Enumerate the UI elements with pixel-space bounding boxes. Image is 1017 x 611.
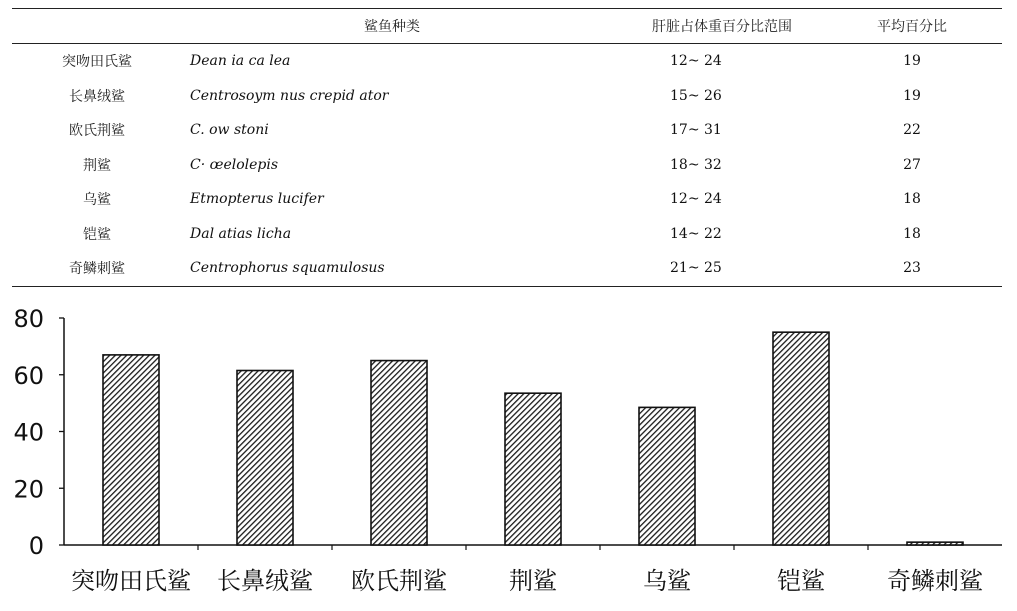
header-average: 平均百分比 [877, 19, 947, 35]
table-header-row [12, 9, 1002, 44]
x-tick-label: 乌鲨 [643, 567, 691, 595]
bar [773, 332, 829, 545]
species-latin-name: C. ow stoni [190, 122, 269, 139]
x-tick-label: 突吻田氏鲨 [71, 567, 191, 595]
species-chinese-name: 长鼻绒鲨 [69, 88, 125, 105]
table-row [12, 113, 1002, 148]
x-tick-label: 长鼻绒鲨 [217, 567, 313, 595]
x-tick-label: 铠鲨 [777, 567, 825, 595]
bar [907, 542, 963, 545]
species-chinese-name: 奇鳞刺鲨 [69, 261, 125, 278]
species-latin-name: Centrosoym nus crepid ator [190, 87, 389, 104]
liver-range-value: 15~ 26 [670, 87, 722, 104]
liver-range-value: 12~ 24 [670, 53, 722, 70]
species-latin-name: Etmopterus lucifer [190, 191, 324, 208]
table-row [12, 182, 1002, 217]
x-tick-labels [71, 567, 984, 595]
average-percentage-value: 19 [903, 87, 921, 104]
average-percentage-value: 22 [903, 122, 921, 139]
species-chinese-name: 欧氏荆鲨 [69, 123, 125, 140]
average-percentage-value: 23 [903, 260, 921, 277]
bar [371, 361, 427, 545]
bar [237, 370, 293, 545]
x-tick-label: 奇鳞刺鲨 [887, 567, 983, 595]
table-row [12, 217, 1002, 252]
table-row [12, 251, 1002, 286]
liver-percentage-table [12, 8, 1002, 287]
header-species: 鲨鱼种类 [364, 19, 420, 35]
liver-range-value: 12~ 24 [670, 191, 722, 208]
liver-percentage-bar-chart [0, 300, 1017, 611]
y-axis [13, 305, 64, 560]
bar [505, 393, 561, 545]
species-latin-name: Dean ia ca lea [190, 53, 291, 70]
species-latin-name: Dal atias licha [190, 225, 292, 242]
y-tick-label: 0 [28, 532, 44, 560]
header-range: 肝脏占体重百分比范围 [652, 19, 792, 35]
y-tick-label: 80 [13, 305, 44, 333]
average-percentage-value: 19 [903, 53, 921, 70]
y-tick-label: 40 [13, 418, 44, 447]
average-percentage-value: 27 [903, 156, 921, 173]
liver-range-value: 18~ 32 [670, 156, 722, 173]
species-latin-name: Centrophorus squamulosus [190, 260, 385, 277]
y-tick-label: 60 [13, 361, 44, 390]
y-tick-label: 20 [13, 475, 44, 504]
average-percentage-value: 18 [903, 191, 921, 208]
species-chinese-name: 荆鲨 [83, 157, 111, 174]
liver-range-value: 17~ 31 [670, 122, 722, 139]
x-tick-label: 欧氏荆鲨 [351, 567, 447, 595]
species-chinese-name: 铠鲨 [83, 226, 111, 243]
x-tick-label: 荆鲨 [509, 567, 557, 595]
species-chinese-name: 突吻田氏鲨 [62, 54, 132, 71]
liver-range-value: 21~ 25 [670, 260, 722, 277]
table-row [12, 79, 1002, 114]
average-percentage-value: 18 [903, 225, 921, 242]
species-chinese-name: 乌鲨 [83, 192, 111, 209]
liver-range-value: 14~ 22 [670, 225, 722, 242]
bar [103, 355, 159, 545]
table-row [12, 44, 1002, 79]
bars [103, 332, 963, 545]
species-latin-name: C· œelolepis [190, 156, 279, 173]
table-row [12, 148, 1002, 183]
bar [639, 407, 695, 545]
species-table [12, 8, 1002, 287]
